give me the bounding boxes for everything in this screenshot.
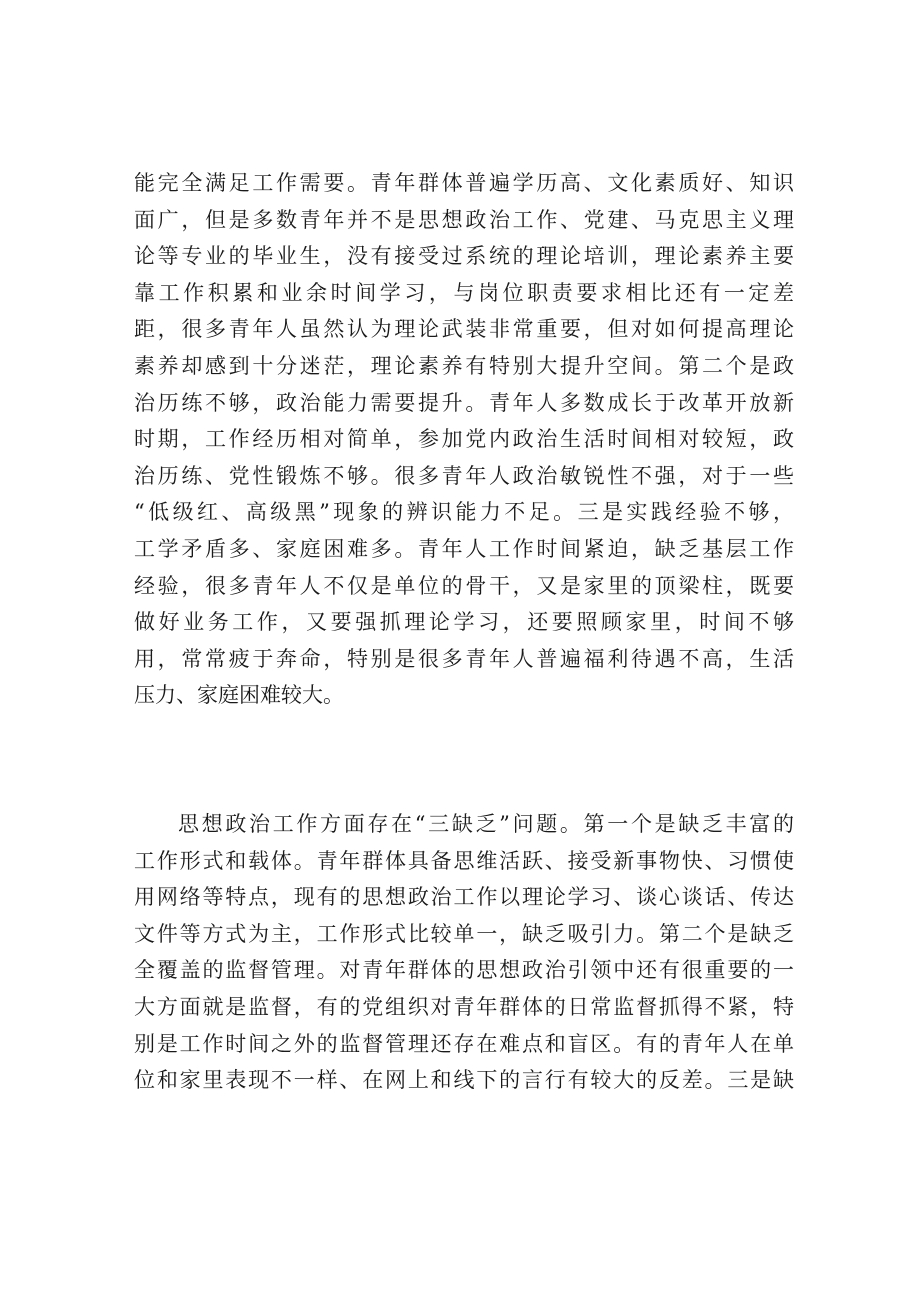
text-line: 素养却感到十分迷茫，理论素养有特别大提升空间。第二个是政 xyxy=(134,353,794,378)
text-line: “低级红、高级黑”现象的辨识能力不足。三是实践经验不够， xyxy=(134,500,794,525)
text-line: 位和家里表现不一样、在网上和线下的言行有较大的反差。三是缺 xyxy=(134,1068,794,1093)
text-line: 治历练、党性锻炼不够。很多青年人政治敏锐性不强，对于一些 xyxy=(134,463,794,488)
text-line: 压力、家庭困难较大。 xyxy=(134,683,344,708)
text-line: 用，常常疲于奔命，特别是很多青年人普遍福利待遇不高，生活 xyxy=(134,646,794,671)
text-line: 论等专业的毕业生，没有接受过系统的理论培训，理论素养主要 xyxy=(134,244,794,269)
text-line: 工学矛盾多、家庭困难多。青年人工作时间紧迫，缺乏基层工作 xyxy=(134,536,794,561)
text-line: 面广，但是多数青年并不是思想政治工作、党建、马克思主义理 xyxy=(134,207,794,232)
text-line: 靠工作积累和业余时间学习，与岗位职责要求相比还有一定差 xyxy=(134,280,794,305)
text-line: 治历练不够，政治能力需要提升。青年人多数成长于改革开放新 xyxy=(134,390,794,415)
text-line: 工作形式和载体。青年群体具备思维活跃、接受新事物快、习惯使 xyxy=(134,848,794,873)
text-line: 经验，很多青年人不仅是单位的骨干，又是家里的顶梁柱，既要 xyxy=(134,573,794,598)
text-line: 别是工作时间之外的监督管理还存在难点和盲区。有的青年人在单 xyxy=(134,1031,794,1056)
paragraph-1 xyxy=(134,165,794,714)
text-line: 用网络等特点，现有的思想政治工作以理论学习、谈心谈话、传达 xyxy=(134,885,794,910)
text-line: 文件等方式为主，工作形式比较单一，缺乏吸引力。第二个是缺乏 xyxy=(134,921,794,946)
text-line: 全覆盖的监督管理。对青年群体的思想政治引领中还有很重要的一 xyxy=(134,958,794,983)
text-line: 做好业务工作，又要强抓理论学习，还要照顾家里，时间不够 xyxy=(134,610,794,635)
text-line: 大方面就是监督，有的党组织对青年群体的日常监督抓得不紧，特 xyxy=(134,994,794,1019)
text-line: 能完全满足工作需要。青年群体普遍学历高、文化素质好、知识 xyxy=(134,171,794,195)
text-line: 思想政治工作方面存在“三缺乏”问题。第一个是缺乏丰富的 xyxy=(178,812,794,836)
text-line: 距，很多青年人虽然认为理论武装非常重要，但对如何提高理论 xyxy=(134,317,794,342)
text-line: 时期，工作经历相对简单，参加党内政治生活时间相对较短，政 xyxy=(134,427,794,452)
paragraph-2 xyxy=(134,806,794,1099)
